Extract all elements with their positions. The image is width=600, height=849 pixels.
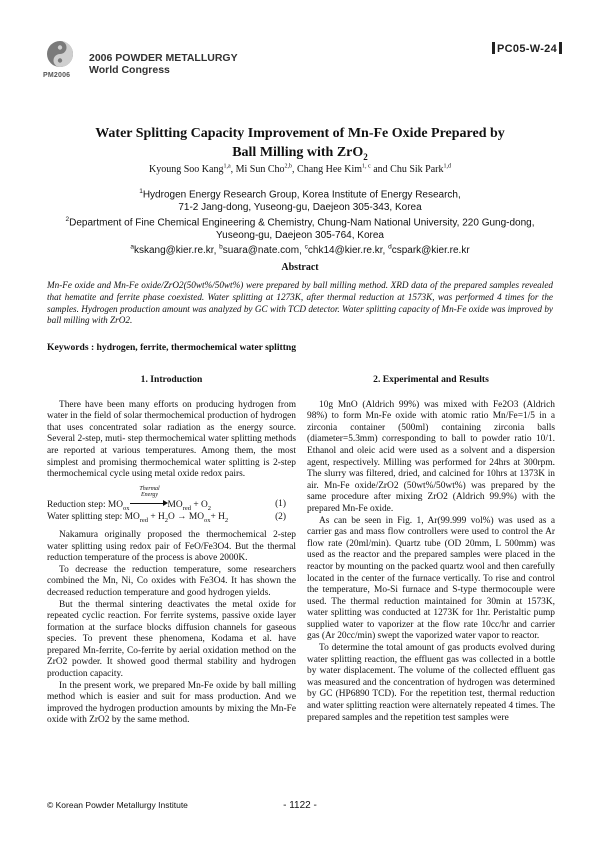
author-list [40, 164, 560, 175]
email[interactable]: $^d$cspark@kier.re.kr [388, 243, 470, 257]
affiliation-2-line-2: Yuseong-gu, Daejeon 305-764, Korea [216, 229, 384, 241]
experimental-paragraph-2: As can be seen in Fig. 1, Ar(99.999 vol%) was used as a carrier gas and mass flow controllers were used to control the Ar flow rate (20ml/min). Quartz tube (OD 20mm, L 500mm) was used as the reactor and the prepared samples were placed in the reactor by mounting on the packed quartz wool and then carefully located in the center of the furnace vertically. To rise and control the temperature, Mo-Si furnace and S-type thermocouple were used. The thermal reduction maintained for 30min at 1573K, water splitting was conducted at 1273K for 1hr. Peristaltic pump supplied water to vaporizer at the flow rate 10cc/hr and carrier gas (Ar 20cc/min) swept the vaporized water vapor to reactor. [307, 515, 555, 642]
equation-number: (2) [275, 512, 286, 523]
affiliation-1-line-1: $^1$Hydrogen Energy Research Group, Korea Institute of Energy Research, [139, 188, 461, 201]
experimental-heading: 2. Experimental and Results [373, 374, 489, 385]
affiliation-2-line-1: $^2$Department of Fine Chemical Engineering & Chemistry, Chung-Nam National University, 220 Gung-dong, [65, 215, 535, 229]
abstract-text: Mn-Fe oxide and Mn-Fe oxide/ZrO2(50wt%/50wt%) were prepared by ball milling method. XRD data of the prepared samples revealed that hematite and ferrite phase coexisted. Water splitting at 1273K, after thermal reduction at 1573K, was performed 4 times for the samples. Hydrogen production amount was analyzed by GC with TCD detector. Water splitting capacity of Mn-Fe oxide was improved by ball milling with ZrO2. [47, 280, 553, 326]
experimental-paragraph-1: 10g MnO (Aldrich 99%) was mixed with Fe2O3 (Aldrich 98%) to form Mn-Fe oxide with atomic ratio Mn/Fe=1/5 in a zirconia container (500ml) containing zirconia balls (diameter=5.3mm) corresponding to ball to powder ratio 10/1. Ethanol and oleic acid were used as a solvent and a dispersion agent, respectively. Milling was performed for 24hrs at 300rpm. The slurry was filtered, dried, and calcined for 10hrs at 1373K in air. Mn-Fe oxide/ZrO2 (50wt%/50wt%) was prepared by the same procedure after mixing ZrO2 (Aldrich 99.9%) with the prepared Mn-Fe oxide. [307, 399, 555, 514]
experimental-paragraph-3: To determine the total amount of gas products evolved during water splitting reaction, the effluent gas was collected in a bottle by water displacement. The volume of the collected effluent gas was measured and the concentration of hydrogen was determined by GC (HP6890 TCD). For the repetition test, thermal reduction and water splitting reaction were alternately repeated 4 times. The prepared samples and the repetition test samples were [307, 643, 555, 723]
copyright-notice: © Korean Powder Metallurgy Institute [47, 800, 188, 810]
paper-title [60, 124, 540, 167]
right-column [307, 374, 555, 724]
email[interactable]: $^a$kskang@kier.re.kr [130, 243, 214, 257]
author: Kyoung Soo Kang$^{1,a}$, [149, 164, 236, 176]
intro-paragraph-4: But the thermal sintering deactivates the metal oxide for repeated cyclic reaction. For ferrite systems, passive oxide layer formation at the surface blocks diffusion channels for gaseous species. To prevent these phenomena, Kodama et al. have prepared Mn-ferrite, Co-ferrite by aerial oxidation method on the ZrO2 powder. It showed good thermal stability and hydrogen production capacity. [47, 599, 296, 680]
reaction-arrow-icon: Thermal Energy [130, 499, 168, 507]
equation-number: (1) [275, 498, 286, 509]
keywords: Keywords : hydrogen, ferrite, thermochemical water splittng [47, 342, 297, 353]
intro-paragraph-5: In the present work, we prepared Mn-Fe oxide by ball milling method which is easier and suit for mass production. And we improved the hydrogen production amounts by mixing the Mn-Fe oxide with ZrO2 by the same method. [47, 680, 296, 726]
introduction-heading: 1. Introduction [140, 374, 203, 385]
conference-line-2: World Congress [89, 64, 170, 76]
paper-code-text: PC05-W-24 [497, 43, 557, 55]
conference-logo-icon [45, 40, 75, 68]
equation-2: Water splitting step: $MO_{red} + H_2O \to MO_{ox}+ H_2$ (2) [47, 512, 286, 525]
page-number: - 1122 - [283, 800, 317, 811]
conference-line-1: 2006 POWDER METALLURGY [89, 52, 238, 64]
intro-paragraph-3: To decrease the reduction temperature, some researchers combined the Mn, Ni, Co oxides with Fe3O4. It has shown the decreased reduction temperature and good hydrogen yields. [47, 564, 296, 598]
author: Chu Sik Park$^{1,d}$ [390, 164, 451, 176]
email[interactable]: $^c$chk14@kier.re.kr [304, 243, 383, 257]
abstract-heading: Abstract [281, 262, 319, 273]
left-column [47, 374, 296, 727]
intro-paragraph-1: There have been many efforts on producing hydrogen from water in the field of solar thermochemical production of hydrogen that uses concentrated solar radiation as the energy source. Several 2-step, muti- step thermochemical water splitting methods are reported at various temperatures. Among them, the most simplest and promising thermochemical water splitting is 2-step thermochemical cycle using metal oxide redox pairs. [47, 399, 296, 480]
intro-paragraph-2: Nakamura originally proposed the thermochemical 2-step water splitting using redox pair of FeO/Fe3O4. But the thermal reduction temperature of the process is above 2000K. [47, 529, 296, 564]
author: Mi Sun Cho$^{2,b}$, [235, 164, 298, 176]
conference-name [89, 52, 238, 76]
affiliation-1-line-2: 71-2 Jang-dong, Yuseong-gu, Daejeon 305-343, Korea [178, 201, 422, 213]
email[interactable]: $^b$suara@nate.com [219, 243, 300, 257]
author: Chang Hee Kim$^{1, c}$ and [297, 164, 391, 176]
paper-code [490, 42, 564, 55]
email-list: $^a$kskang@kier.re.kr, $^b$suara@nate.com, $^c$chk14@kier.re.kr, $^d$cspark@kier.re.kr [130, 243, 470, 257]
equation-1: Reduction step: $MO_{ox}$ Thermal Energy $MO_{red} + O_2$ (1) [47, 485, 286, 512]
title-line-1: Water Splitting Capacity Improvement of Mn-Fe Oxide Prepared by [95, 126, 505, 141]
affiliations [30, 186, 570, 257]
logo-text: PM2006 [43, 72, 71, 79]
title-line-2: Ball Milling with ZrO$_2$ [232, 145, 368, 162]
